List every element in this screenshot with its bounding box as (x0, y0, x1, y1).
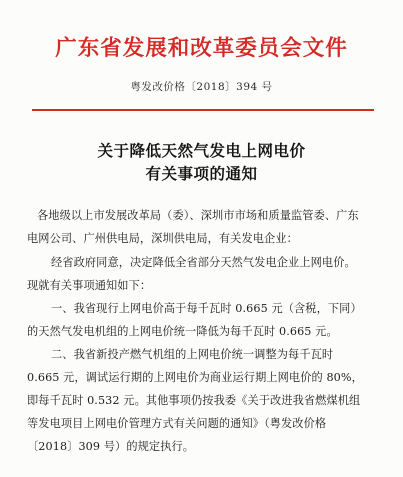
recipients-line-1: 各地级以上市发展改革局（委）、深圳市市场和质量监管委、广东 (37, 209, 359, 222)
paragraph-intro-line-1: 经省政府同意，决定降低全省部分天然气发电企业上网电价。 (51, 256, 356, 269)
notice-title-line-2: 有关事项的通知 (145, 164, 258, 183)
recipients-line-2: 电网公司、广州供电局，深圳供电局，有关发电企业： (27, 232, 298, 245)
issuing-authority-header: 广东省发展和改革委员会文件 (55, 36, 348, 61)
item-two-line-2: 0.665 元，调试运行期的上网电价为商业运行期上网电价的 80%， (27, 371, 363, 384)
item-one-line-2: 的天然气发电机组的上网电价统一降低为每千瓦时 0.665 元。 (27, 325, 338, 338)
item-two-line-3: 即每千瓦时 0.532 元。其他事项仍按我委《关于改进我省燃煤机组 (27, 394, 361, 407)
notice-title-line-1: 关于降低天然气发电上网电价 (97, 141, 306, 160)
paragraph-intro-line-2: 现就有关事项通知如下： (27, 279, 152, 292)
item-two-line-4: 等发电项目上网电价管理方式有关问题的通知》（粤发改价格 (27, 417, 327, 430)
item-two-line-5: 〔2018〕309 号）的规定执行。 (27, 440, 195, 453)
item-one-line-1: 一、我省现行上网电价高于每千瓦时 0.665 元（含税，下同） (51, 302, 362, 315)
item-two-line-1: 二、我省新投产燃气机组的上网电价统一调整为每千瓦时 (51, 348, 334, 361)
red-separator-line (32, 109, 374, 111)
document-number: 粤发改价格〔2018〕394 号 (130, 81, 273, 93)
